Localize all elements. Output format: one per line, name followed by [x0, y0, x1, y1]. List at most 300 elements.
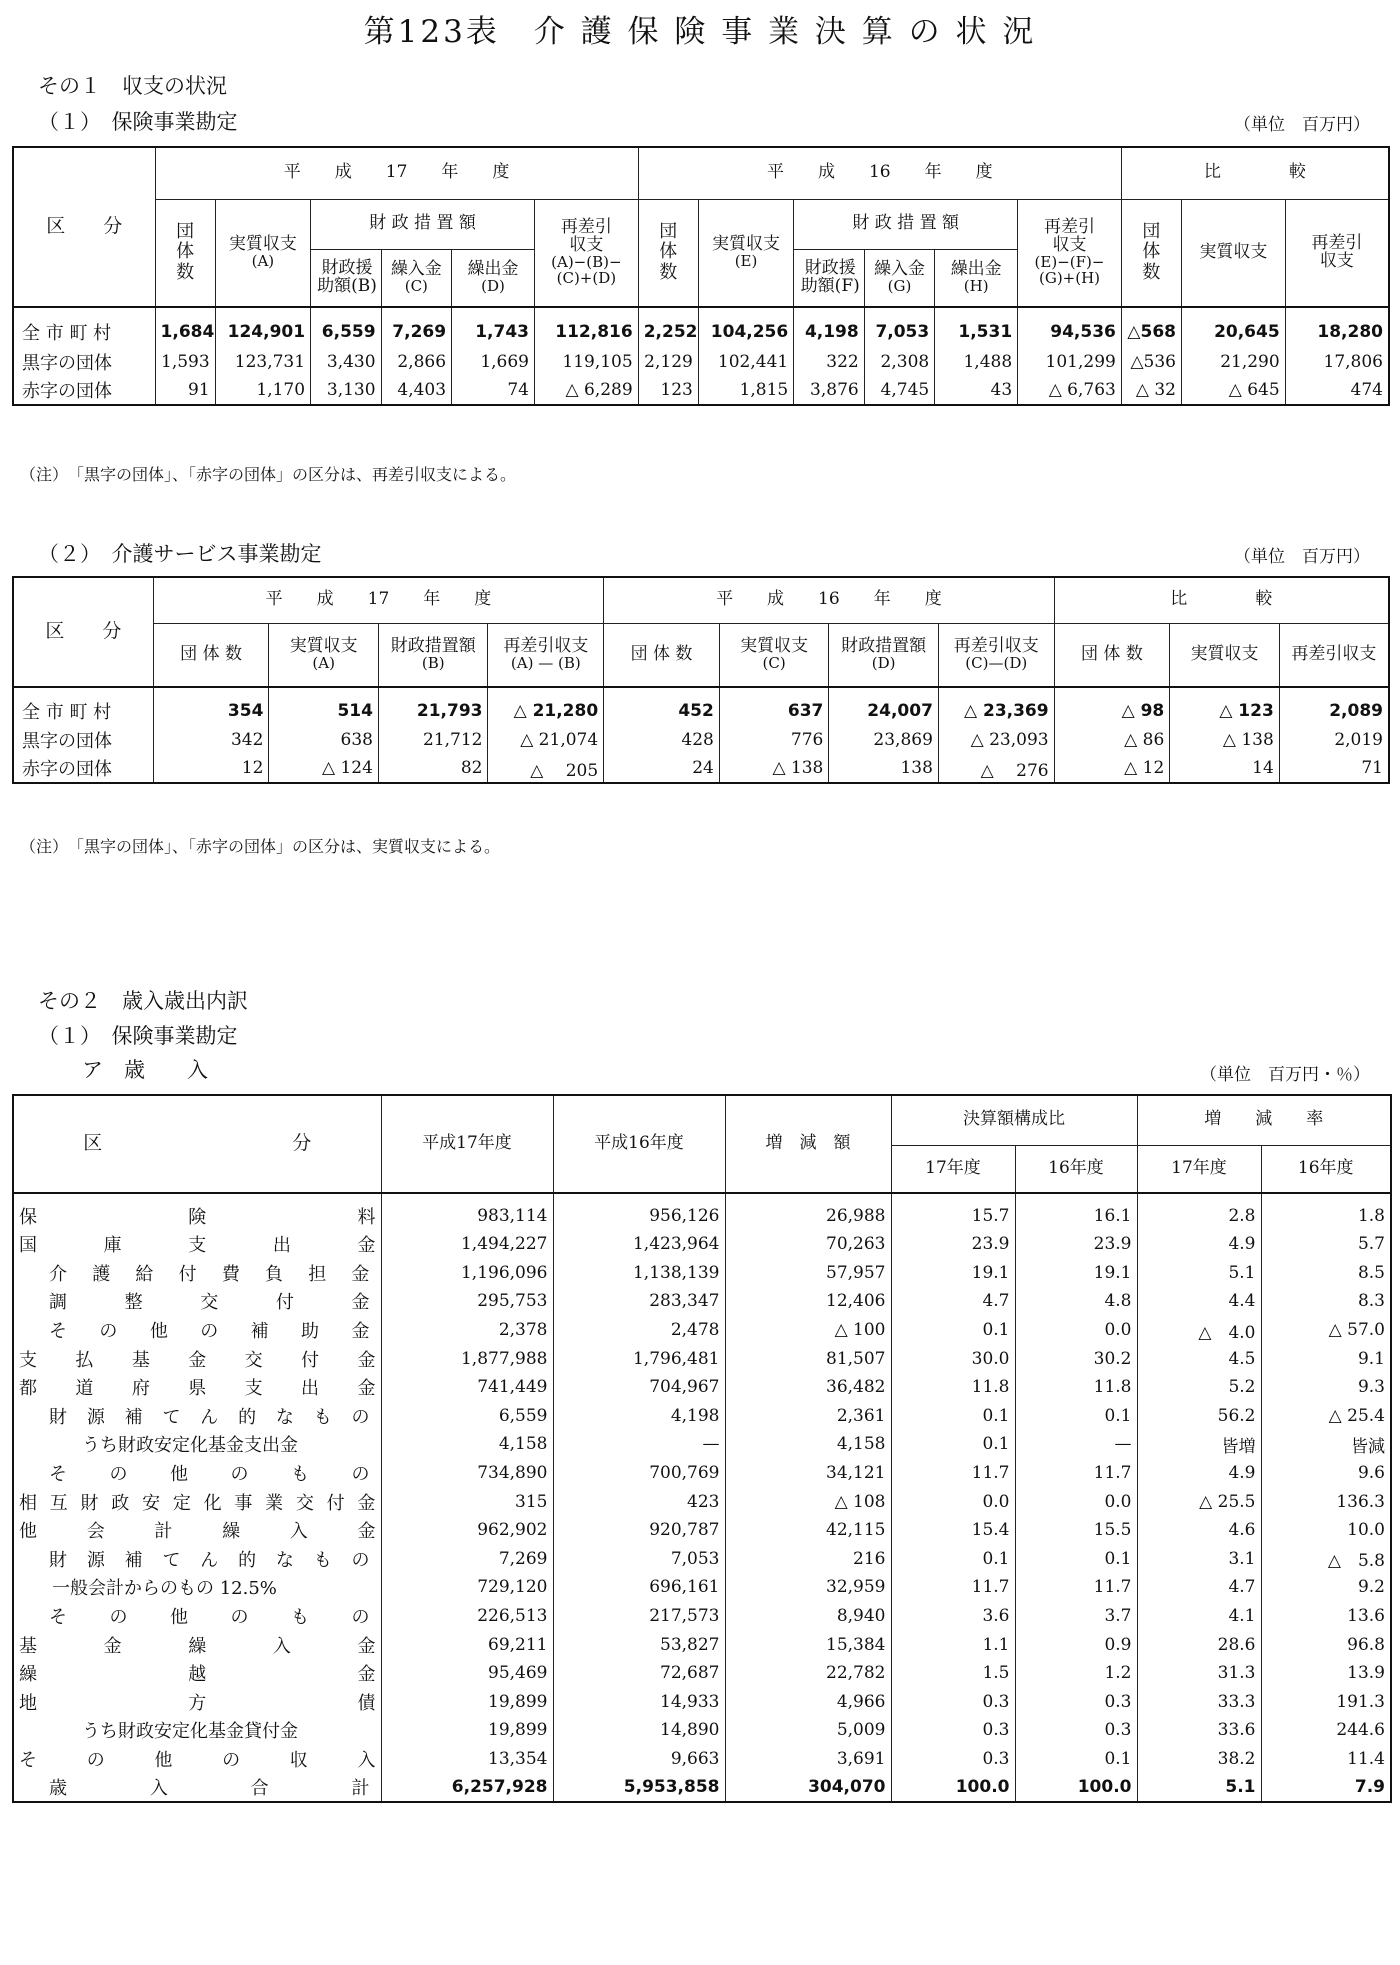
table-cell: 1,488 [935, 347, 1018, 376]
table-cell: 4.5 [1137, 1344, 1261, 1373]
note-1: （注） 「黒字の団体」、「赤字の団体」の区分は、再差引収支による。 [20, 465, 517, 484]
table-cell: 2,019 [1279, 725, 1389, 754]
table-cell: 1.8 [1261, 1193, 1391, 1230]
unit-label-1: （単位 百万円） [1234, 115, 1370, 135]
table-cell: 102,441 [698, 347, 793, 376]
table-cell: 皆増 [1137, 1430, 1261, 1459]
row-label-text: 基 金 繰 入 金 [19, 1635, 376, 1657]
r-col-kosei17: 17年度 [891, 1145, 1015, 1193]
table-cell: 24 [604, 754, 720, 783]
table-cell: △ 86 [1054, 725, 1170, 754]
row-label-text: そ の 他 の も の [49, 1464, 370, 1486]
table-cell: 23,869 [829, 725, 939, 754]
table-cell: 244.6 [1261, 1716, 1391, 1745]
table-cell: 0.1 [891, 1316, 1015, 1345]
table-cell: 1,796,481 [553, 1344, 725, 1373]
table-cell: 920,787 [553, 1516, 725, 1545]
table-cell: 9.3 [1261, 1373, 1391, 1402]
note-2: （注） 「黒字の団体」、「赤字の団体」の区分は、実質収支による。 [20, 837, 501, 856]
col-zaisei-16: 財 政 措 置 額 [794, 199, 1018, 249]
c2-dantai17: 団 体 数 [153, 623, 269, 687]
r-col-h16: 平成16年度 [553, 1095, 725, 1193]
col-hikaku: 比 較 [1121, 147, 1389, 199]
table-row [13, 1344, 1391, 1373]
table-cell: 34,121 [725, 1459, 891, 1488]
table-cell: 33.3 [1137, 1688, 1261, 1717]
table-row [13, 1430, 1391, 1459]
unit-label-3: （単位 百万円・％） [1200, 1065, 1370, 1085]
c2-jissitsu17: 実質収支 (A) [269, 623, 379, 687]
table-cell: 56.2 [1137, 1402, 1261, 1431]
table-cell: △ 100 [725, 1316, 891, 1345]
r-col-kosei: 決算額構成比 [891, 1095, 1137, 1145]
table-row [13, 754, 1389, 783]
table-cell: 1,669 [452, 347, 535, 376]
row-label-text: 保 険 料 [19, 1207, 376, 1228]
table-cell: 13,354 [381, 1745, 553, 1774]
table-row [13, 725, 1389, 754]
row-label [13, 1259, 381, 1288]
table-cell: 0.3 [891, 1745, 1015, 1774]
table-cell: △ 205 [488, 754, 604, 783]
r-col-kosei16: 16年度 [1015, 1145, 1137, 1193]
table-cell: 14 [1170, 754, 1280, 783]
row-label: 全 市 町 村 [13, 687, 153, 725]
table-cell: 5.2 [1137, 1373, 1261, 1402]
table-cell: 15.4 [891, 1516, 1015, 1545]
table-cell: 729,120 [381, 1573, 553, 1602]
table-cell: 18,280 [1285, 307, 1389, 347]
col-jissitsu-16: 実質収支 (E) [698, 199, 793, 307]
table-cell: 1,494,227 [381, 1230, 553, 1259]
table-cell: 700,769 [553, 1459, 725, 1488]
table-cell: 11.7 [891, 1459, 1015, 1488]
table-cell: 4.9 [1137, 1459, 1261, 1488]
row-label [13, 1773, 381, 1802]
table-cell: 3,130 [311, 376, 382, 405]
table-cell: △ 276 [938, 754, 1054, 783]
table-cell: 295,753 [381, 1287, 553, 1316]
r-col-kubun: 区 分 [13, 1095, 381, 1193]
table-cell: 2,252 [638, 307, 698, 347]
table-cell: 0.9 [1015, 1630, 1137, 1659]
table-cell: 43 [935, 376, 1018, 405]
table-row [13, 1716, 1391, 1745]
row-label: 全 市 町 村 [13, 307, 155, 347]
table-row [13, 1259, 1391, 1288]
table-cell: 4.4 [1137, 1287, 1261, 1316]
section-heading-2: その２ 歳入歳出内訳 [38, 989, 248, 1013]
r-col-zogen: 増 減 額 [725, 1095, 891, 1193]
col-h16: 平 成 16 年 度 [638, 147, 1121, 199]
table-cell: 14,890 [553, 1716, 725, 1745]
table-cell: 13.6 [1261, 1602, 1391, 1631]
table-row [13, 1487, 1391, 1516]
col-kurii-16: 繰入金 (G) [864, 249, 935, 307]
table-cell: 11.7 [1015, 1573, 1137, 1602]
table-cell: 91 [155, 376, 215, 405]
table-cell: 1,877,988 [381, 1344, 553, 1373]
row-label [13, 1659, 381, 1688]
table-cell: 24,007 [829, 687, 939, 725]
table-cell: 9,663 [553, 1745, 725, 1774]
table-cell: 21,793 [378, 687, 488, 725]
table-cell: 0.1 [891, 1545, 1015, 1574]
table-row [13, 1745, 1391, 1774]
table-cell: 191.3 [1261, 1688, 1391, 1717]
table-cell: 53,827 [553, 1630, 725, 1659]
row-label-text: 繰 越 金 [19, 1664, 376, 1686]
table-cell: 6,559 [381, 1402, 553, 1431]
row-label-text: 財 源 補 て ん 的 な も の [49, 1549, 370, 1571]
table-cell: 12 [153, 754, 269, 783]
table-row [13, 687, 1389, 725]
table-row [13, 1659, 1391, 1688]
table-cell: △ 6,763 [1018, 376, 1122, 405]
row-label: うち財政安定化基金貸付金 [13, 1716, 381, 1745]
r-col-h17: 平成17年度 [381, 1095, 553, 1193]
table-cell: 983,114 [381, 1193, 553, 1230]
table-cell: 123,731 [215, 347, 310, 376]
table-cell: 3.7 [1015, 1602, 1137, 1631]
table-cell: 70,263 [725, 1230, 891, 1259]
table-cell: △ 98 [1054, 687, 1170, 725]
table-cell: 7,269 [381, 1545, 553, 1574]
table-cell: 452 [604, 687, 720, 725]
table-cell: 15,384 [725, 1630, 891, 1659]
table-cell: 8.5 [1261, 1259, 1391, 1288]
col-h16-2: 平 成 16 年 度 [604, 577, 1054, 623]
table-cell: 1,138,139 [553, 1259, 725, 1288]
table-row [13, 1516, 1391, 1545]
table-cell: △ 124 [269, 754, 379, 783]
table-cell: 11.8 [891, 1373, 1015, 1402]
row-label [13, 1287, 381, 1316]
table-cell: 1,593 [155, 347, 215, 376]
row-label [13, 1602, 381, 1631]
table-cell: 0.1 [1015, 1402, 1137, 1431]
table-cell: 2,129 [638, 347, 698, 376]
col-h17: 平 成 17 年 度 [155, 147, 638, 199]
row-label: 一般会計からのもの 12.5% [13, 1573, 381, 1602]
table-cell: △ 6,289 [535, 376, 639, 405]
table-cell: 11.7 [1015, 1459, 1137, 1488]
table-cell: 0.0 [1015, 1487, 1137, 1516]
table-cell: 2,378 [381, 1316, 553, 1345]
c2-zaisei17: 財政措置額 (B) [378, 623, 488, 687]
table-cell: 112,816 [535, 307, 639, 347]
table-row [13, 347, 1389, 376]
table-row [13, 1373, 1391, 1402]
col-h17-2: 平 成 17 年 度 [153, 577, 603, 623]
table-cell: 42,115 [725, 1516, 891, 1545]
table-cell: 28.6 [1137, 1630, 1261, 1659]
row-label [13, 1344, 381, 1373]
table-cell: 315 [381, 1487, 553, 1516]
table-cell: △ 57.0 [1261, 1316, 1391, 1345]
table-cell: — [553, 1430, 725, 1459]
table-cell: 4,403 [381, 376, 452, 405]
table-cell: 0.3 [1015, 1716, 1137, 1745]
table-cell: 0.1 [1015, 1745, 1137, 1774]
table-cell: 5.1 [1137, 1773, 1261, 1802]
table-cell: 4.8 [1015, 1287, 1137, 1316]
table-cell: 16.1 [1015, 1193, 1137, 1230]
c2-zaisei16: 財政措置額 (D) [829, 623, 939, 687]
table-cell: 7,269 [381, 307, 452, 347]
table-cell: 36,482 [725, 1373, 891, 1402]
col-enjo-17: 財政援助額(B) [311, 249, 382, 307]
table-cell: 696,161 [553, 1573, 725, 1602]
table-cell: 0.1 [891, 1430, 1015, 1459]
table-cell: 0.3 [891, 1716, 1015, 1745]
table-cell: 9.2 [1261, 1573, 1391, 1602]
row-label-text: 介 護 給 付 費 負 担 金 [49, 1263, 370, 1285]
table-row [13, 1602, 1391, 1631]
table-row [13, 1459, 1391, 1488]
table-cell: △ 5.8 [1261, 1545, 1391, 1574]
col-hikaku-2: 比 較 [1054, 577, 1389, 623]
c2-sasa-cmp: 再差引収支 [1279, 623, 1389, 687]
row-label-text: 相 互 財 政 安 定 化 事 業 交 付 金 [19, 1492, 376, 1514]
table-cell: 428 [604, 725, 720, 754]
table-row [13, 1688, 1391, 1717]
table-cell: △ 32 [1121, 376, 1181, 405]
table-cell: 0.1 [1015, 1545, 1137, 1574]
table-cell: 1,170 [215, 376, 310, 405]
table-cell: 19.1 [1015, 1259, 1137, 1288]
table-cell: 1,743 [452, 307, 535, 347]
table-cell: 124,901 [215, 307, 310, 347]
table-cell: △ 25.5 [1137, 1487, 1261, 1516]
table-cell: 8.3 [1261, 1287, 1391, 1316]
care-service-table [12, 576, 1390, 784]
table-cell: 94,536 [1018, 307, 1122, 347]
table-cell: 2,089 [1279, 687, 1389, 725]
table-cell: 1,684 [155, 307, 215, 347]
table-cell: △ 25.4 [1261, 1402, 1391, 1431]
table-cell: 23.9 [1015, 1230, 1137, 1259]
table-cell: 4,158 [381, 1430, 553, 1459]
table-cell: △ 645 [1181, 376, 1285, 405]
table-cell: 7,053 [864, 307, 935, 347]
table-row [13, 1402, 1391, 1431]
table-row [13, 1573, 1391, 1602]
subsection-heading-1-1: （１） 保険事業勘定 [38, 110, 238, 134]
table-cell: 22,782 [725, 1659, 891, 1688]
table-row [13, 1316, 1391, 1345]
r-col-ritsu: 増 減 率 [1137, 1095, 1391, 1145]
table-cell: 30.2 [1015, 1344, 1137, 1373]
table-cell: 119,105 [535, 347, 639, 376]
table-cell: 3.6 [891, 1602, 1015, 1631]
table-cell: 72,687 [553, 1659, 725, 1688]
table-cell: 7,053 [553, 1545, 725, 1574]
table-cell: 322 [794, 347, 865, 376]
table-cell: △568 [1121, 307, 1181, 347]
table-cell: 4,198 [794, 307, 865, 347]
table-cell: 1.2 [1015, 1659, 1137, 1688]
table-cell: 33.6 [1137, 1716, 1261, 1745]
page-title: 第123表 介 護 保 険 事 業 決 算 の 状 況 [363, 14, 1037, 50]
col-sasa-17: 再差引収支 (A)−(B)−(C)+(D) [535, 199, 639, 307]
revenue-table [12, 1094, 1392, 1803]
table-cell: 14,933 [553, 1688, 725, 1717]
row-label-text: 支 払 基 金 交 付 金 [19, 1349, 376, 1371]
col-dantai-17: 団体数 [155, 199, 215, 307]
row-label [13, 1745, 381, 1774]
table-row [13, 1193, 1391, 1230]
table-cell: 1,196,096 [381, 1259, 553, 1288]
table-cell: 13.9 [1261, 1659, 1391, 1688]
table-cell: 9.6 [1261, 1459, 1391, 1488]
row-label: 黒字の団体 [13, 725, 153, 754]
row-label: うち財政安定化基金支出金 [13, 1430, 381, 1459]
row-label-text: そ の 他 の 補 助 金 [49, 1321, 370, 1343]
table-cell: 32,959 [725, 1573, 891, 1602]
table-cell: △ 108 [725, 1487, 891, 1516]
table-cell: 95,469 [381, 1659, 553, 1688]
col-dantai-cmp: 団体数 [1121, 199, 1181, 307]
table-cell: 0.3 [1015, 1688, 1137, 1717]
col-zaisei-17: 財 政 措 置 額 [311, 199, 535, 249]
table-row [13, 376, 1389, 405]
table-cell: 216 [725, 1545, 891, 1574]
table-cell: 2,308 [864, 347, 935, 376]
table-cell: 8,940 [725, 1602, 891, 1631]
table-cell: 638 [269, 725, 379, 754]
table-cell: 21,290 [1181, 347, 1285, 376]
table-cell: 283,347 [553, 1287, 725, 1316]
table-cell: 4,198 [553, 1402, 725, 1431]
table-cell: 71 [1279, 754, 1389, 783]
table-row [13, 307, 1389, 347]
table-cell: 20,645 [1181, 307, 1285, 347]
table-cell: 423 [553, 1487, 725, 1516]
row-label-text: 地 方 債 [19, 1692, 376, 1714]
table-cell: 136.3 [1261, 1487, 1391, 1516]
row-label [13, 1402, 381, 1431]
row-label [13, 1316, 381, 1345]
table-cell: 7.9 [1261, 1773, 1391, 1802]
row-label: 赤字の団体 [13, 754, 153, 783]
table-cell: 474 [1285, 376, 1389, 405]
table-cell: 26,988 [725, 1193, 891, 1230]
table-cell: 38.2 [1137, 1745, 1261, 1774]
col-kurid-17: 繰出金 (D) [452, 249, 535, 307]
table-cell: 2,866 [381, 347, 452, 376]
row-label-text: そ の 他 の も の [49, 1607, 370, 1629]
table-row [13, 1630, 1391, 1659]
table-cell: △ 23,369 [938, 687, 1054, 725]
subsection-heading-2-1: （１） 保険事業勘定 [38, 1024, 238, 1048]
row-label [13, 1545, 381, 1574]
table-cell: 10.0 [1261, 1516, 1391, 1545]
table-cell: 5.1 [1137, 1259, 1261, 1288]
table-cell: 217,573 [553, 1602, 725, 1631]
table-cell: 226,513 [381, 1602, 553, 1631]
table-cell: 5,953,858 [553, 1773, 725, 1802]
col-sasa-cmp: 再差引収支 [1285, 199, 1389, 307]
row-label [13, 1688, 381, 1717]
table-cell: 1,531 [935, 307, 1018, 347]
row-label [13, 1459, 381, 1488]
row-label-text: 調 整 交 付 金 [49, 1292, 370, 1314]
table-cell: 21,712 [378, 725, 488, 754]
table-cell: △ 21,280 [488, 687, 604, 725]
table-cell: 69,211 [381, 1630, 553, 1659]
table-cell: 15.5 [1015, 1516, 1137, 1545]
col-kubun-2: 区 分 [13, 577, 153, 687]
table-cell: 1,815 [698, 376, 793, 405]
table-cell: 4,158 [725, 1430, 891, 1459]
table-cell: 19.1 [891, 1259, 1015, 1288]
table-cell: 11.7 [891, 1573, 1015, 1602]
table-cell: 31.3 [1137, 1659, 1261, 1688]
table-cell: 82 [378, 754, 488, 783]
table-cell: 81,507 [725, 1344, 891, 1373]
table-cell: 354 [153, 687, 269, 725]
table-cell: 2,478 [553, 1316, 725, 1345]
col-jissitsu-17: 実質収支 (A) [215, 199, 310, 307]
table-cell: △ 21,074 [488, 725, 604, 754]
table-cell: 123 [638, 376, 698, 405]
col-enjo-16: 財政援助額(F) [794, 249, 865, 307]
col-sasa-16: 再差引収支 (E)−(F)−(G)+(H) [1018, 199, 1122, 307]
table-cell: 0.3 [891, 1688, 1015, 1717]
table-cell: 2.8 [1137, 1193, 1261, 1230]
subsection-heading-2-1-a: ア 歳 入 [82, 1058, 208, 1082]
table-cell: △536 [1121, 347, 1181, 376]
row-label [13, 1373, 381, 1402]
table-cell: △ 12 [1054, 754, 1170, 783]
row-label [13, 1193, 381, 1230]
table-cell: 0.0 [891, 1487, 1015, 1516]
col-kurid-16: 繰出金 (H) [935, 249, 1018, 307]
row-label-text: 国 庫 支 出 金 [19, 1235, 376, 1257]
table-cell: 74 [452, 376, 535, 405]
table-cell: 96.8 [1261, 1630, 1391, 1659]
row-label-text: 都 道 府 県 支 出 金 [19, 1378, 376, 1400]
row-label-text: そ の 他 の 収 入 [19, 1749, 376, 1771]
table-cell: 1.5 [891, 1659, 1015, 1688]
table-row [13, 1287, 1391, 1316]
row-label [13, 1487, 381, 1516]
insurance-account-table [12, 146, 1390, 406]
col-jissitsu-cmp: 実質収支 [1181, 199, 1285, 307]
table-cell: △ 138 [1170, 725, 1280, 754]
table-cell: △ 23,093 [938, 725, 1054, 754]
row-label-text: 財 源 補 て ん 的 な も の [49, 1406, 370, 1428]
table-cell: 57,957 [725, 1259, 891, 1288]
table-cell: 3.1 [1137, 1545, 1261, 1574]
table-cell: 4.9 [1137, 1230, 1261, 1259]
table-cell: 3,430 [311, 347, 382, 376]
table-cell: 11.4 [1261, 1745, 1391, 1774]
col-kubun: 区 分 [13, 147, 155, 307]
table-cell: 704,967 [553, 1373, 725, 1402]
row-label [13, 1516, 381, 1545]
table-cell: 100.0 [1015, 1773, 1137, 1802]
r-col-ritsu16: 16年度 [1261, 1145, 1391, 1193]
table-cell: 3,876 [794, 376, 865, 405]
table-cell: 104,256 [698, 307, 793, 347]
table-cell: 6,559 [311, 307, 382, 347]
table-cell: △ 4.0 [1137, 1316, 1261, 1345]
table-row [13, 1545, 1391, 1574]
subsection-heading-1-2: （２） 介護サービス事業勘定 [38, 542, 322, 566]
table-cell: 342 [153, 725, 269, 754]
